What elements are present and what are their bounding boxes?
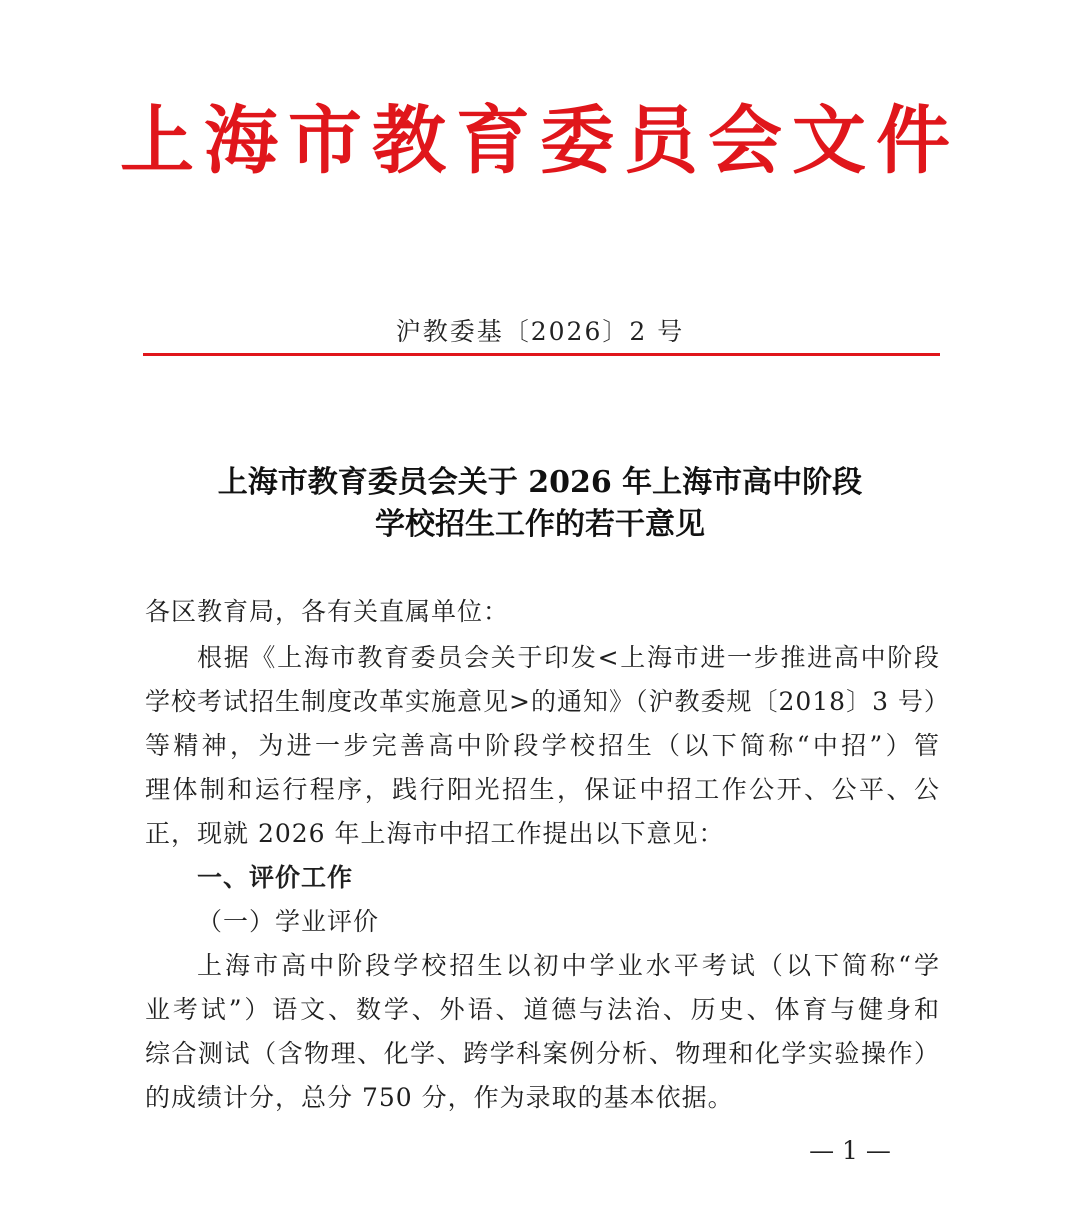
- intro-paragraph-line: 学校考试招生制度改革实施意见>的通知》（沪教委规〔2018〕3 号）: [145, 687, 950, 716]
- section-heading-evaluation: 一、评价工作: [197, 863, 354, 892]
- document-title-line-2: 学校招生工作的若干意见: [375, 507, 705, 542]
- salutation: 各区教育局，各有关直属单位：: [145, 597, 510, 626]
- body-paragraph-line: 业考试”）语文、数学、外语、道德与法治、历史、体育与健身和: [145, 995, 940, 1024]
- body-paragraph-line: 上海市高中阶段学校招生以初中学业水平考试（以下简称“学: [197, 951, 940, 980]
- body-paragraph-line: 的成绩计分，总分 750 分，作为录取的基本依据。: [145, 1083, 734, 1112]
- intro-paragraph-line: 根据《上海市教育委员会关于印发<上海市进一步推进高中阶段: [197, 643, 940, 672]
- intro-paragraph-line: 等精神，为进一步完善高中阶段学校招生（以下简称“中招”）管: [145, 731, 940, 760]
- body-paragraph-line: 综合测试（含物理、化学、跨学科案例分析、物理和化学实验操作）: [145, 1039, 940, 1068]
- document-number: 沪教委基〔2026〕2 号: [395, 317, 685, 346]
- document-title-line-1: 上海市教育委员会关于 2026 年上海市高中阶段: [217, 465, 863, 500]
- intro-paragraph-line: 理体制和运行程序，践行阳光招生，保证中招工作公开、公平、公: [145, 775, 940, 804]
- document-masthead: 上海市教育委员会文件: [120, 98, 960, 184]
- subsection-heading-academic-evaluation: （一）学业评价: [197, 907, 380, 936]
- intro-paragraph-line: 正，现就 2026 年上海市中招工作提出以下意见：: [145, 819, 725, 848]
- page-number: — 1 —: [809, 1136, 891, 1165]
- red-divider-rule: [143, 353, 940, 356]
